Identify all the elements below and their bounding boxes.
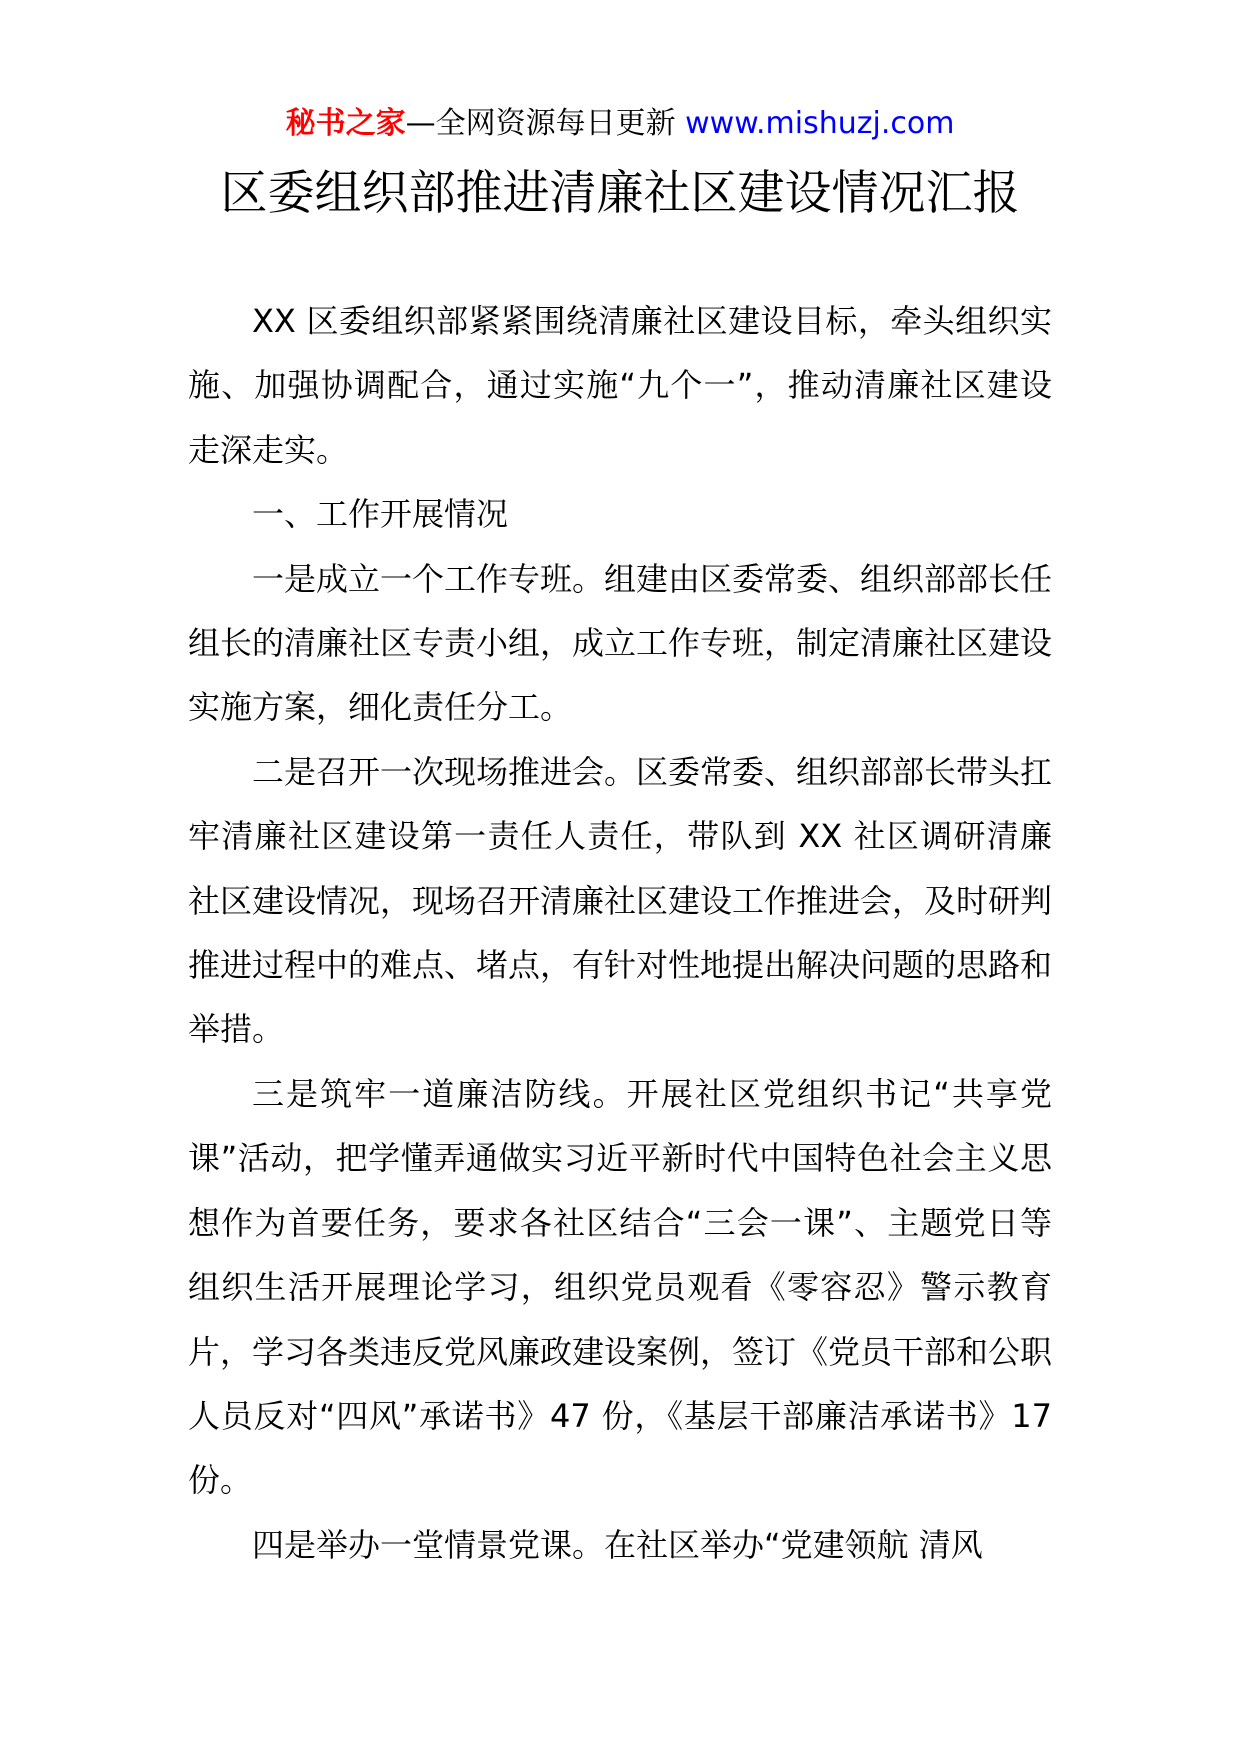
document-title: 区委组织部推进清廉社区建设情况汇报 [220,166,1020,221]
body-paragraph: 一是成立一个工作专班。组建由区委常委、组织部部长任组长的清廉社区专责小组，成立工作专班，制定清廉社区建设实施方案，细化责任分工。 [188,559,1053,727]
document-body [188,289,1052,1577]
intro-paragraph: XX 区委组织部紧紧围绕清廉社区建设目标，牵头组织实施、加强协调配合，通过实施“九个一”，推动清廉社区建设走深走实。 [188,302,1052,469]
body-paragraph: 二是召开一次现场推进会。区委常委、组织部部长带头扛牢清廉社区建设第一责任人责任，带队到 XX 社区调研清廉社区建设情况，现场召开清廉社区建设工作推进会，及时研判推进过程中的难点、堵点，有针对性地提出解决问题的思路和举措。 [188,752,1053,1049]
header-tagline: —全网资源每日更新 [405,106,676,141]
brand-name: 秘书之家 [285,106,406,141]
header-banner [0,104,1240,144]
header-url[interactable]: www.mishuzj.com [685,106,955,141]
section-heading: 一、工作开展情况 [252,495,509,534]
body-paragraph: 四是举办一堂情景党课。在社区举办“党建领航 清风 [252,1525,983,1564]
body-paragraph: 三是筑牢一道廉洁防线。开展社区党组织书记“共享党课”活动，把学懂弄通做实习近平新时代中国特色社会主义思想作为首要任务，要求各社区结合“三会一课”、主题党日等组织生活开展理论学习，组织党员观看《零容忍》警示教育片，学习各类违反党风廉政建设案例，签订《党员干部和公职人员反对“四风”承诺书》47 份，《基层干部廉洁承诺书》17 份。 [188,1074,1053,1500]
